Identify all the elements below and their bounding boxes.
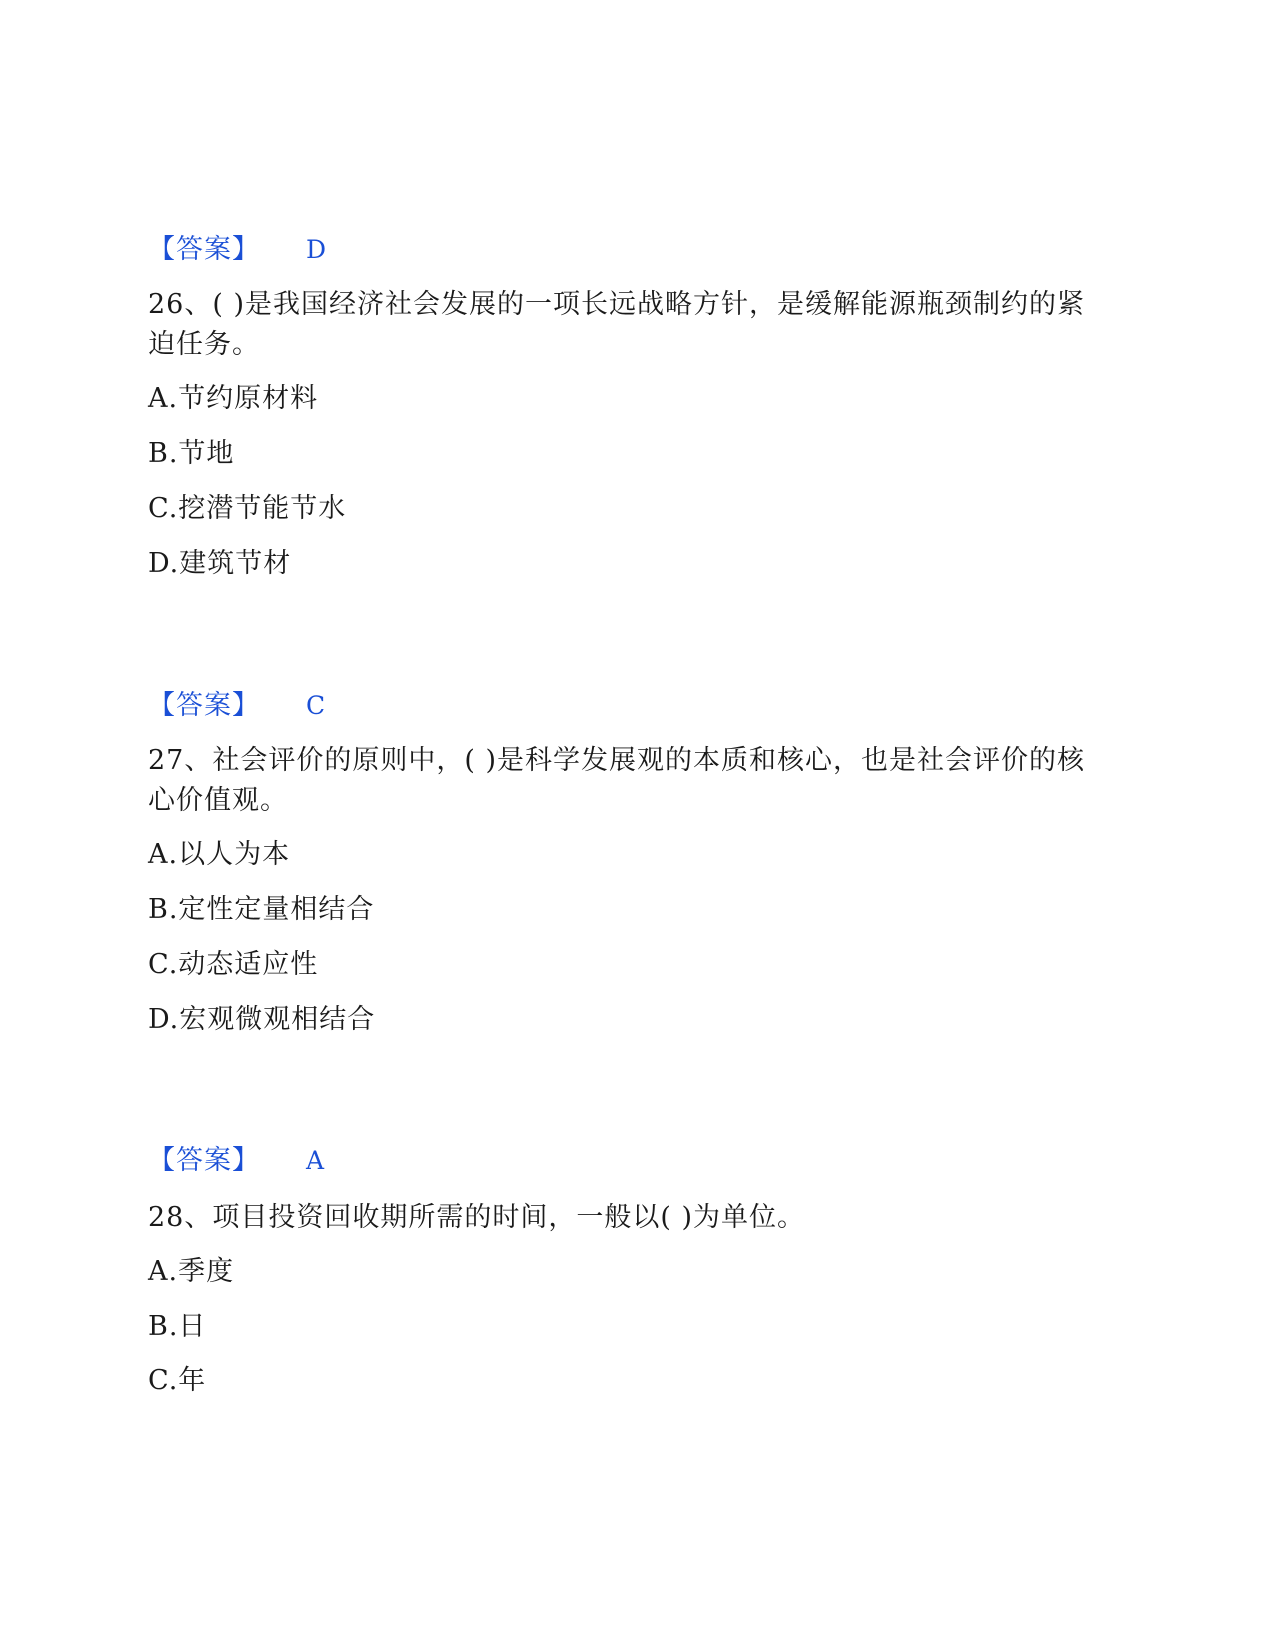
option-d: D.宏观微观相结合 — [148, 1004, 376, 1035]
answer-value: A — [306, 1146, 325, 1175]
answer-line — [148, 232, 326, 268]
answer-value: D — [306, 235, 327, 264]
answer-line — [148, 688, 325, 724]
question-block — [148, 285, 1098, 579]
option-c: C.挖潜节能节水 — [148, 493, 347, 524]
option-a: A.节约原材料 — [148, 383, 319, 414]
question-block — [148, 1198, 1098, 1396]
answer-tag: 【答案】 — [148, 234, 260, 265]
option-c: C.动态适应性 — [148, 949, 319, 980]
option-b: B.节地 — [148, 438, 235, 469]
question-block — [148, 741, 1098, 1035]
option-c: C.年 — [148, 1365, 207, 1396]
question-text: 28、项目投资回收期所需的时间，一般以( )为单位。 — [148, 1202, 806, 1233]
answer-line — [148, 1143, 324, 1179]
answer-tag: 【答案】 — [148, 690, 260, 721]
option-d: D.建筑节材 — [148, 548, 292, 579]
option-a: A.季度 — [148, 1256, 235, 1287]
answer-value: C — [306, 691, 326, 720]
option-a: A.以人为本 — [148, 839, 291, 870]
answer-tag: 【答案】 — [148, 1145, 260, 1176]
option-b: B.定性定量相结合 — [148, 894, 375, 925]
option-b: B.日 — [148, 1311, 207, 1342]
question-text: 27、社会评价的原则中，( )是科学发展观的本质和核心，也是社会评价的核心价值观。 — [148, 745, 1086, 816]
question-text: 26、( )是我国经济社会发展的一项长远战略方针，是缓解能源瓶颈制约的紧迫任务。 — [148, 289, 1086, 360]
